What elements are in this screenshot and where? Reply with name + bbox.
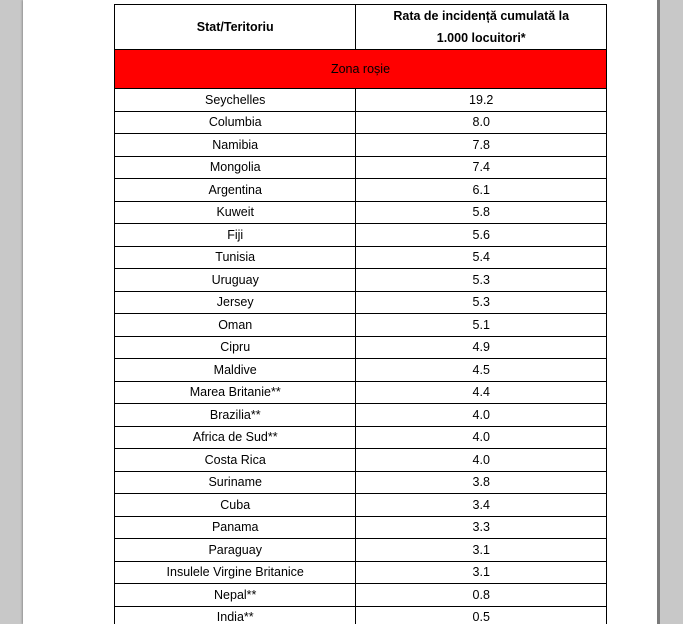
country-name-cell: Argentina [115, 179, 356, 202]
incidence-value-cell: 4.0 [356, 404, 607, 427]
table-row [115, 359, 607, 382]
table-row [115, 89, 607, 112]
table-row [115, 111, 607, 134]
table-row [115, 539, 607, 562]
table-row [115, 201, 607, 224]
incidence-value-cell: 3.4 [356, 494, 607, 517]
table-row [115, 381, 607, 404]
country-name-cell: Brazilia** [115, 404, 356, 427]
country-name-cell: Tunisia [115, 246, 356, 269]
incidence-value-cell: 5.3 [356, 269, 607, 292]
incidence-value-cell: 5.3 [356, 291, 607, 314]
table-row [115, 336, 607, 359]
table-row [115, 426, 607, 449]
country-name-cell: Cuba [115, 494, 356, 517]
country-name-cell: Kuweit [115, 201, 356, 224]
country-name-cell: Suriname [115, 471, 356, 494]
country-name-cell: Panama [115, 516, 356, 539]
country-name-cell: Costa Rica [115, 449, 356, 472]
country-name-cell: Namibia [115, 134, 356, 157]
incidence-value-cell: 4.5 [356, 359, 607, 382]
incidence-value-cell: 3.1 [356, 539, 607, 562]
table-row [115, 584, 607, 607]
table-row [115, 134, 607, 157]
incidence-value-cell: 5.6 [356, 224, 607, 247]
table-row [115, 314, 607, 337]
table-row [115, 516, 607, 539]
incidence-value-cell: 0.8 [356, 584, 607, 607]
header-state-territory: Stat/Teritoriu [115, 5, 356, 50]
incidence-value-cell: 3.1 [356, 561, 607, 584]
incidence-value-cell: 4.0 [356, 449, 607, 472]
incidence-value-cell: 3.8 [356, 471, 607, 494]
header-incidence-rate: Rata de incidență cumulată la 1.000 locuitori* [356, 5, 607, 50]
country-name-cell: Uruguay [115, 269, 356, 292]
incidence-value-cell: 6.1 [356, 179, 607, 202]
country-name-cell: Cipru [115, 336, 356, 359]
table-row [115, 404, 607, 427]
table-row [115, 606, 607, 624]
page-edge-shadow [657, 0, 660, 624]
table-row [115, 246, 607, 269]
table-row [115, 494, 607, 517]
country-name-cell: Seychelles [115, 89, 356, 112]
incidence-value-cell: 5.1 [356, 314, 607, 337]
country-name-cell: Oman [115, 314, 356, 337]
incidence-value-cell: 4.4 [356, 381, 607, 404]
incidence-table [114, 4, 607, 624]
table-header-row [115, 5, 607, 50]
table-row [115, 156, 607, 179]
incidence-value-cell: 4.9 [356, 336, 607, 359]
country-name-cell: Insulele Virgine Britanice [115, 561, 356, 584]
table-row [115, 291, 607, 314]
incidence-value-cell: 19.2 [356, 89, 607, 112]
incidence-value-cell: 0.5 [356, 606, 607, 624]
country-name-cell: India** [115, 606, 356, 624]
incidence-value-cell: 7.8 [356, 134, 607, 157]
incidence-value-cell: 8.0 [356, 111, 607, 134]
table-row [115, 179, 607, 202]
incidence-value-cell: 5.4 [356, 246, 607, 269]
country-name-cell: Nepal** [115, 584, 356, 607]
country-name-cell: Fiji [115, 224, 356, 247]
table-row [115, 224, 607, 247]
document-page [23, 0, 657, 624]
incidence-value-cell: 5.8 [356, 201, 607, 224]
country-name-cell: Marea Britanie** [115, 381, 356, 404]
table-row [115, 561, 607, 584]
zone-red-row [115, 50, 607, 89]
table-row [115, 471, 607, 494]
country-name-cell: Paraguay [115, 539, 356, 562]
country-name-cell: Maldive [115, 359, 356, 382]
incidence-value-cell: 3.3 [356, 516, 607, 539]
country-name-cell: Mongolia [115, 156, 356, 179]
table-row [115, 269, 607, 292]
table-row [115, 449, 607, 472]
incidence-value-cell: 7.4 [356, 156, 607, 179]
zone-red-label: Zona roșie [115, 50, 607, 89]
country-name-cell: Jersey [115, 291, 356, 314]
country-name-cell: Africa de Sud** [115, 426, 356, 449]
incidence-value-cell: 4.0 [356, 426, 607, 449]
country-name-cell: Columbia [115, 111, 356, 134]
